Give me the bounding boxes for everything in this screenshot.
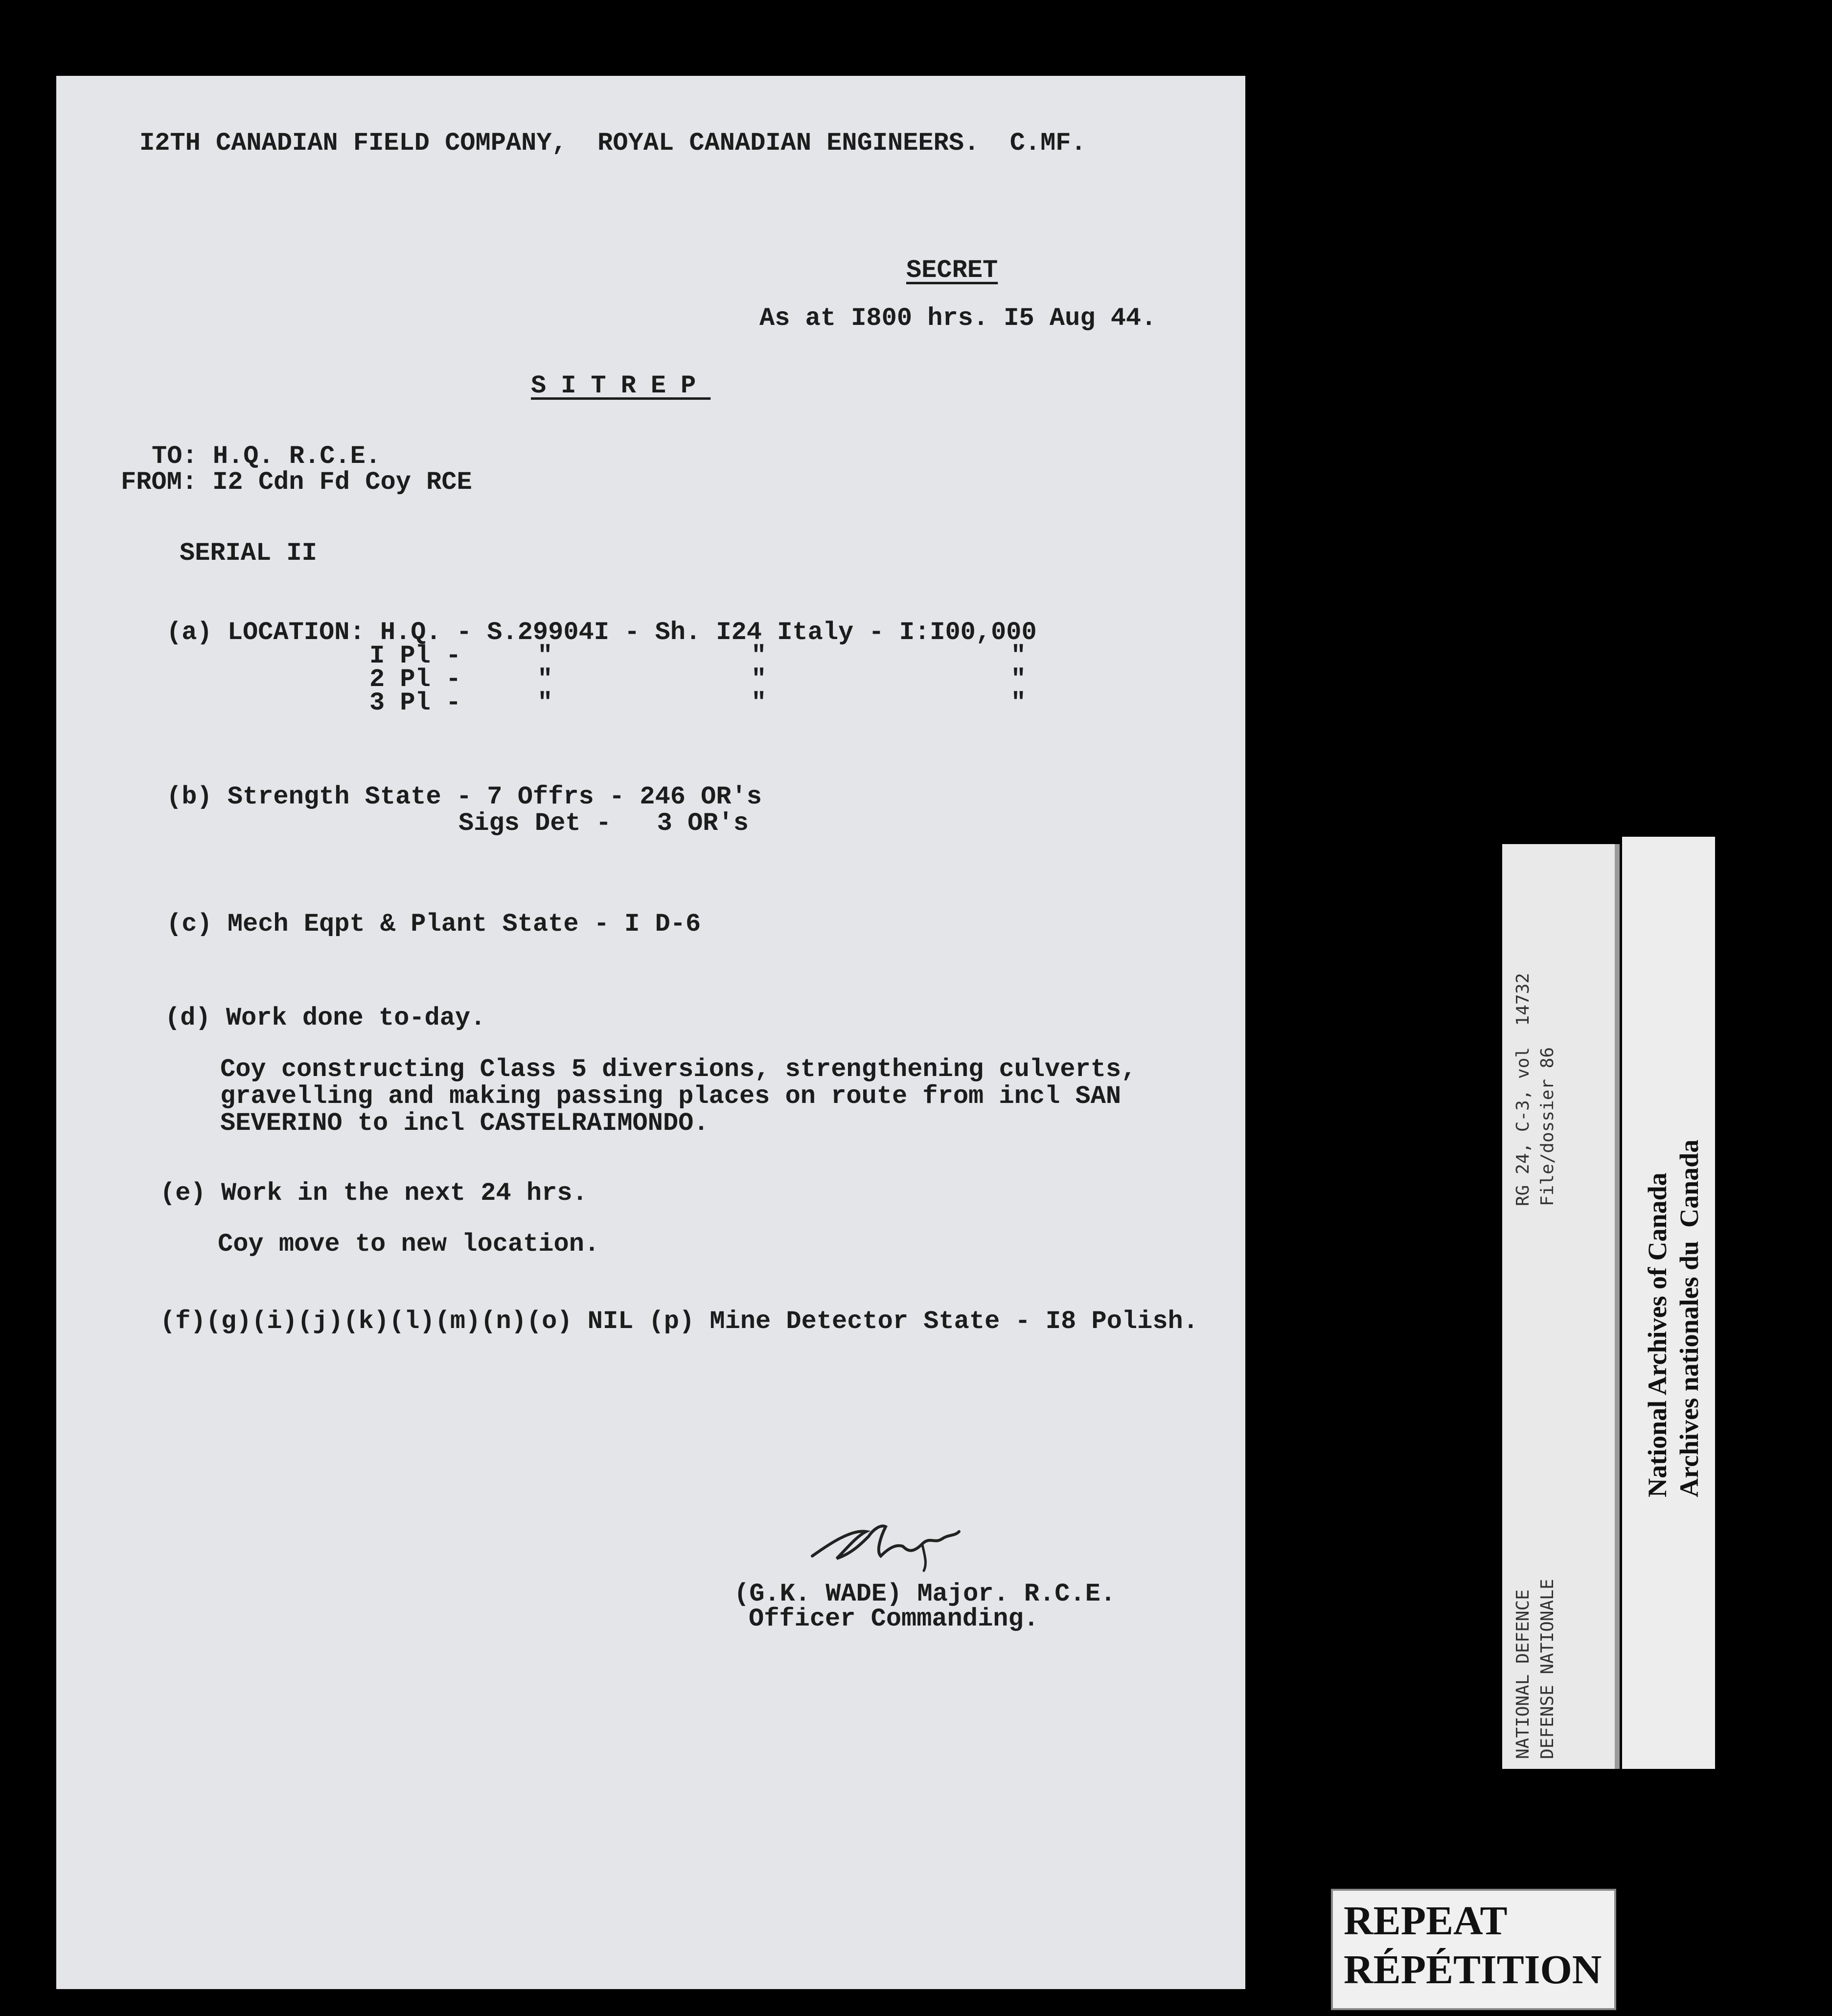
work-next-line-1: Coy move to new location. — [218, 1230, 600, 1259]
from-line: FROM: I2 Cdn Fd Coy RCE — [121, 468, 472, 497]
repeat-stamp — [1331, 1889, 1616, 2010]
archive-reference-line-2: File/dossier 86 — [1537, 1047, 1557, 1206]
location-platoon-1: I Pl - " " " — [369, 641, 1026, 670]
department-line-2: DEFENSE NATIONALE — [1537, 1579, 1557, 1759]
signatory-title: Officer Commanding. — [749, 1604, 1039, 1633]
archive-reference-line-1: RG 24, C-3, vol 14732 — [1513, 973, 1533, 1206]
work-next-heading: (e) Work in the next 24 hrs. — [160, 1179, 588, 1208]
stamp-repetition: RÉPÉTITION — [1344, 1947, 1602, 1993]
mech-line: (c) Mech Eqpt & Plant State - I D-6 — [166, 910, 701, 939]
archives-name-french: Archives nationales du Canada — [1674, 1139, 1704, 1497]
classification-label: SECRET — [906, 256, 998, 285]
location-platoon-3: 3 Pl - " " " — [369, 688, 1026, 717]
archives-label-strip — [1622, 837, 1715, 1769]
archive-reference-strip — [1502, 844, 1620, 1769]
strength-line: (b) Strength State - 7 Offrs - 246 OR's — [166, 782, 762, 811]
location-line: (a) LOCATION: H.Q. - S.29904I - Sh. I24 Italy - I:I00,000 — [166, 618, 1037, 647]
letterhead: I2TH CANADIAN FIELD COMPANY, ROYAL CANADIAN ENGINEERS. C.MF. — [139, 129, 1086, 158]
stamp-repeat: REPEAT — [1344, 1898, 1508, 1944]
strength-sigs-line: Sigs Det - 3 OR's — [458, 809, 749, 838]
document-page — [56, 76, 1245, 1989]
document-title: SITREP — [531, 371, 711, 400]
work-done-line-2: gravelling and making passing places on route from incl SAN — [220, 1082, 1122, 1111]
archives-name-english: National Archives of Canada — [1643, 1172, 1672, 1497]
work-done-line-3: SEVERINO to incl CASTELRAIMONDO. — [220, 1109, 709, 1138]
misc-line: (f)(g)(i)(j)(k)(l)(m)(n)(o) NIL (p) Mine Detector State - I8 Polish. — [160, 1307, 1198, 1336]
handwritten-signature — [807, 1510, 969, 1573]
serial-line: SERIAL II — [180, 539, 317, 568]
location-platoon-2: 2 Pl - " " " — [369, 665, 1026, 694]
department-line-1: NATIONAL DEFENCE — [1513, 1589, 1533, 1759]
work-done-heading: (d) Work done to-day. — [165, 1004, 486, 1032]
work-done-line-1: Coy constructing Class 5 diversions, strengthening culverts, — [220, 1055, 1137, 1084]
signatory-name: (G.K. WADE) Major. R.C.E. — [734, 1580, 1116, 1608]
to-line: TO: H.Q. R.C.E. — [152, 442, 381, 471]
date-time-line: As at I800 hrs. I5 Aug 44. — [759, 304, 1157, 333]
